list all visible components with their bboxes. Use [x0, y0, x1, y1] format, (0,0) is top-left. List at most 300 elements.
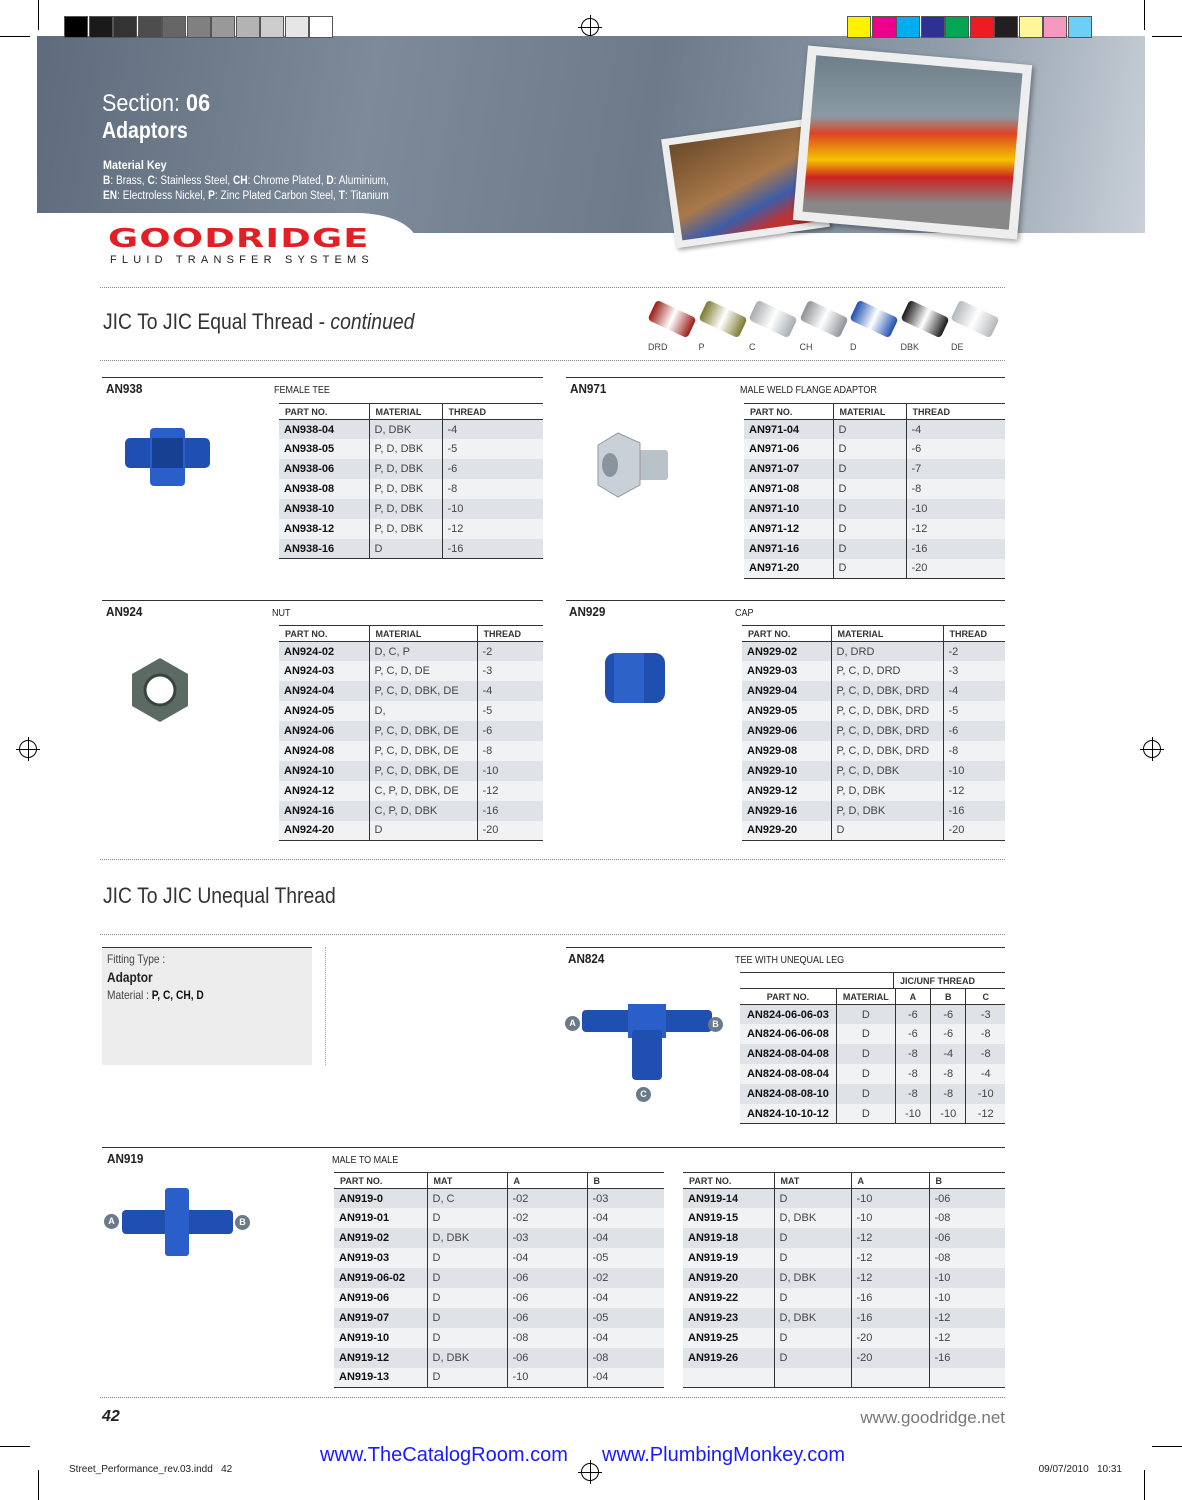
column-header: MAT: [427, 1173, 507, 1189]
part-description: MALE TO MALE: [332, 1155, 399, 1166]
cell: -16: [906, 539, 1005, 559]
cell: -04: [507, 1248, 587, 1268]
divider: [100, 287, 1005, 288]
table-row: [334, 1288, 664, 1308]
table-row: [744, 479, 1005, 499]
cell: -16: [442, 539, 543, 559]
cell: P, D, DBK: [369, 519, 442, 539]
cell: -03: [587, 1189, 664, 1209]
cell: D: [369, 539, 442, 559]
crop-mark: [1152, 1446, 1182, 1447]
column-header: C: [966, 989, 1005, 1005]
cell: [851, 1368, 929, 1388]
cell: D: [836, 1044, 895, 1064]
table-header-row: [683, 1173, 1005, 1189]
material-name: : Stainless Steel,: [154, 175, 233, 187]
cell: -06: [929, 1228, 1005, 1248]
cell: -08: [929, 1208, 1005, 1228]
material-name: : Chrome Plated,: [247, 175, 327, 187]
gray-swatch: [113, 16, 137, 38]
cell: -06: [507, 1348, 587, 1368]
cell: D: [836, 1104, 895, 1124]
an929-table: [742, 625, 1005, 841]
part-number: AN919-19: [683, 1248, 774, 1268]
column-header: A: [895, 989, 930, 1005]
gray-swatch: [89, 16, 113, 38]
color-swatch: [872, 16, 896, 38]
table-row: [683, 1348, 1005, 1368]
cell: P, C, D, DBK, DRD: [831, 741, 943, 761]
finish-label: DBK: [900, 342, 920, 352]
part-number: AN938-06: [279, 459, 369, 479]
table-row: [742, 741, 1005, 761]
table-row: [744, 519, 1005, 539]
cell: -10: [929, 1288, 1005, 1308]
cell: D, DBK: [369, 420, 442, 440]
part-number: AN919-13: [334, 1368, 427, 1388]
cell: -16: [943, 801, 1005, 821]
table-row: [683, 1288, 1005, 1308]
column-header: MATERIAL: [833, 404, 906, 420]
block-rule: [102, 1147, 1005, 1148]
block-rule: [102, 600, 543, 601]
cell: -08: [507, 1328, 587, 1348]
table-row: [334, 1208, 664, 1228]
cell: -6: [931, 1024, 966, 1044]
table-row: [683, 1248, 1005, 1268]
part-code: AN929: [569, 604, 606, 619]
cell: -8: [442, 479, 543, 499]
column-header: MATERIAL: [369, 404, 442, 420]
part-number: AN919-20: [683, 1268, 774, 1288]
block-rule: [566, 947, 1005, 948]
cell: D: [833, 479, 906, 499]
material-name: : Electroless Nickel,: [117, 190, 209, 202]
material-name: : Titanium: [344, 190, 389, 202]
column-header: THREAD: [442, 404, 543, 420]
cell: -4: [943, 681, 1005, 701]
cell: D: [831, 821, 943, 841]
column-header: THREAD: [477, 626, 543, 642]
part-number: AN971-12: [744, 519, 833, 539]
cell: P, C, D, DBK, DRD: [831, 721, 943, 741]
an919-table-left: [334, 1172, 664, 1388]
part-number: AN929-06: [742, 721, 831, 741]
cell: D, DBK: [774, 1208, 851, 1228]
part-code: AN924: [106, 604, 143, 619]
part-number: AN924-10: [279, 761, 369, 781]
registration-mark-icon: [581, 1463, 599, 1481]
cell: D, DBK: [427, 1348, 507, 1368]
table-row: [683, 1308, 1005, 1328]
table-header-row: [740, 989, 1005, 1005]
cell: -4: [966, 1064, 1005, 1084]
cell: -04: [587, 1288, 664, 1308]
part-number: AN919-07: [334, 1308, 427, 1328]
gray-swatch: [260, 16, 284, 38]
website-link[interactable]: www.goodridge.net: [860, 1408, 1005, 1427]
cell: -6: [477, 721, 543, 741]
part-number: AN971-20: [744, 559, 833, 579]
cell: -20: [851, 1348, 929, 1368]
material-code: C: [147, 175, 155, 187]
cell: P, C, D, DBK, DE: [369, 721, 477, 741]
material-name: : Aluminium,: [333, 175, 389, 187]
goodridge-logo: GOODRIDGE: [108, 222, 370, 254]
table-row: [279, 781, 543, 801]
table-row: [742, 801, 1005, 821]
part-number: AN824-08-08-10: [740, 1084, 836, 1104]
table-row: [279, 459, 543, 479]
cell: -02: [587, 1268, 664, 1288]
cell: -06: [507, 1288, 587, 1308]
cell: D: [836, 1024, 895, 1044]
part-number: AN924-03: [279, 661, 369, 681]
table-header-row: [279, 626, 543, 642]
material-code: CH: [232, 175, 248, 187]
crop-mark: [38, 1470, 39, 1500]
port-label-c: C: [636, 1087, 651, 1102]
table-row: [334, 1268, 664, 1288]
cell: D: [427, 1268, 507, 1288]
cell: -6: [895, 1005, 930, 1025]
part-number: AN919-14: [683, 1189, 774, 1209]
an919-table-right: [683, 1172, 1005, 1388]
cell: -5: [943, 701, 1005, 721]
finish-label: P: [698, 342, 705, 352]
cell: -08: [929, 1248, 1005, 1268]
cell: -6: [906, 439, 1005, 459]
an924-table: [279, 625, 543, 841]
part-number: AN929-03: [742, 661, 831, 681]
cell: -03: [507, 1228, 587, 1248]
part-number: AN938-10: [279, 499, 369, 519]
cell: -8: [895, 1064, 930, 1084]
cell: D: [836, 1084, 895, 1104]
material-name: : Zinc Plated Carbon Steel,: [214, 190, 339, 202]
cell: D: [427, 1288, 507, 1308]
cell: -5: [442, 439, 543, 459]
table-row: [744, 539, 1005, 559]
part-code: AN824: [568, 951, 605, 966]
part-number: AN971-04: [744, 420, 833, 440]
cell: D: [369, 821, 477, 841]
table-row: [279, 801, 543, 821]
cell: -3: [966, 1005, 1005, 1025]
timestamp: 09/07/2010 10:31: [1038, 1464, 1122, 1475]
part-description: MALE WELD FLANGE ADAPTOR: [740, 385, 877, 396]
column-header: A: [851, 1173, 929, 1189]
finish-label: D: [850, 342, 857, 352]
unequal-tee-image: [580, 1000, 715, 1085]
cell: -7: [906, 459, 1005, 479]
part-number: AN929-04: [742, 681, 831, 701]
divider: [100, 934, 1005, 935]
cell: D: [774, 1288, 851, 1308]
finish-label: DE: [951, 342, 964, 352]
cell: D: [774, 1328, 851, 1348]
table-row: [279, 539, 543, 559]
table-rule: [740, 972, 893, 973]
column-header: MAT: [774, 1173, 851, 1189]
cell: -8: [895, 1044, 930, 1064]
cell: -10: [906, 499, 1005, 519]
part-number: AN929-20: [742, 821, 831, 841]
catalog-room-link[interactable]: www.TheCatalogRoom.com: [320, 1444, 568, 1466]
part-code: AN919: [107, 1151, 144, 1166]
part-number: AN924-02: [279, 642, 369, 662]
cell: -12: [477, 781, 543, 801]
table-row: [744, 420, 1005, 440]
part-number: AN971-08: [744, 479, 833, 499]
cell: D: [833, 459, 906, 479]
color-swatch: [970, 16, 994, 38]
color-swatch: [1043, 16, 1067, 38]
cell: -12: [929, 1328, 1005, 1348]
cell: -5: [477, 701, 543, 721]
section-heading: [102, 90, 210, 118]
part-description: FEMALE TEE: [274, 385, 330, 396]
part-number: AN919-10: [334, 1328, 427, 1348]
cell: -16: [477, 801, 543, 821]
cell: -10: [929, 1268, 1005, 1288]
cell: D, DBK: [774, 1268, 851, 1288]
cell: [929, 1368, 1005, 1388]
table-row: [683, 1328, 1005, 1348]
cell: D,: [369, 701, 477, 721]
color-swatch: [1019, 16, 1043, 38]
cell: -8: [966, 1044, 1005, 1064]
cell: -05: [587, 1248, 664, 1268]
cell: P, C, D, DRD: [831, 661, 943, 681]
column-header: PART NO.: [334, 1173, 427, 1189]
cell: -4: [906, 420, 1005, 440]
crop-mark: [1144, 0, 1145, 30]
cell: -10: [895, 1104, 930, 1124]
column-header: MATERIAL: [836, 989, 895, 1005]
material-code: P: [208, 190, 215, 202]
plumbing-monkey-link[interactable]: www.PlumbingMonkey.com: [602, 1444, 846, 1466]
cell: -3: [477, 661, 543, 681]
part-number: AN919-15: [683, 1208, 774, 1228]
registration-mark-icon: [581, 18, 599, 36]
material-code: T: [338, 190, 345, 202]
part-number: AN824-10-10-12: [740, 1104, 836, 1124]
gray-swatch: [187, 16, 211, 38]
cell: -12: [966, 1104, 1005, 1124]
male-to-male-image: [120, 1185, 235, 1260]
table-row: [740, 1044, 1005, 1064]
cell: D: [427, 1368, 507, 1388]
cell: -10: [966, 1084, 1005, 1104]
table-row: [740, 1104, 1005, 1124]
cell: D: [774, 1248, 851, 1268]
table-row: [742, 721, 1005, 741]
table-row: [742, 701, 1005, 721]
fitting-type-value: Adaptor: [107, 969, 153, 985]
cell: -06: [507, 1308, 587, 1328]
fitting-type-box: [102, 947, 312, 1065]
cell: D, DBK: [774, 1308, 851, 1328]
part-number: AN824-06-06-08: [740, 1024, 836, 1044]
an824-table: [740, 988, 1005, 1124]
cell: -12: [442, 519, 543, 539]
cell: P, C, D, DBK, DRD: [831, 701, 943, 721]
table-row: [744, 499, 1005, 519]
table-row: [683, 1189, 1005, 1209]
material-code: B: [103, 175, 111, 187]
cell: -16: [929, 1348, 1005, 1368]
color-swatch: [945, 16, 969, 38]
column-header: PART NO.: [742, 626, 831, 642]
part-number: AN824-06-06-03: [740, 1005, 836, 1025]
crop-mark: [0, 1446, 30, 1447]
cell: -08: [587, 1348, 664, 1368]
cell: -20: [943, 821, 1005, 841]
port-label-a: A: [104, 1214, 119, 1229]
column-header: MATERIAL: [369, 626, 477, 642]
part-number: AN929-16: [742, 801, 831, 821]
table-row: [279, 479, 543, 499]
column-header: PART NO.: [744, 404, 833, 420]
cell: -10: [442, 499, 543, 519]
part-number: AN971-10: [744, 499, 833, 519]
cell: -8: [931, 1064, 966, 1084]
cell: -8: [943, 741, 1005, 761]
cell: P, D, DBK: [831, 781, 943, 801]
table-row: [279, 642, 543, 662]
cell: -02: [507, 1208, 587, 1228]
fitting-finish-p-image: [698, 300, 747, 339]
cell: D: [833, 519, 906, 539]
part-number: AN929-08: [742, 741, 831, 761]
table-row: [740, 1024, 1005, 1044]
table-row: [742, 661, 1005, 681]
column-header: THREAD: [943, 626, 1005, 642]
part-number: AN929-12: [742, 781, 831, 801]
weld-flange-adaptor-image: [588, 425, 678, 505]
part-number: AN919-02: [334, 1228, 427, 1248]
cell: -04: [587, 1208, 664, 1228]
column-header: PART NO.: [683, 1173, 774, 1189]
table-row: [279, 741, 543, 761]
material-code: EN: [103, 190, 118, 202]
cell: -04: [587, 1368, 664, 1388]
divider: [100, 360, 1005, 361]
cell: -12: [929, 1308, 1005, 1328]
cell: -10: [931, 1104, 966, 1124]
column-header: PART NO.: [740, 989, 836, 1005]
registration-mark-icon: [19, 740, 37, 758]
section-number: 06: [186, 90, 211, 117]
gray-swatch: [236, 16, 260, 38]
table-row: [279, 439, 543, 459]
cell: D: [833, 559, 906, 579]
table-row: [744, 459, 1005, 479]
material-key-line: [103, 190, 389, 202]
table-row: [279, 701, 543, 721]
cell: -8: [906, 479, 1005, 499]
gray-swatch: [309, 16, 333, 38]
part-number: AN919-23: [683, 1308, 774, 1328]
cell: -6: [442, 459, 543, 479]
table-row: [334, 1348, 664, 1368]
color-swatch: [994, 16, 1018, 38]
cell: -16: [851, 1288, 929, 1308]
table-row: [279, 499, 543, 519]
part-number: AN924-04: [279, 681, 369, 701]
table-row: [744, 559, 1005, 579]
cell: -12: [851, 1248, 929, 1268]
table-row: [742, 781, 1005, 801]
part-number: AN924-05: [279, 701, 369, 721]
crop-mark: [1144, 1470, 1145, 1500]
part-number: AN919-12: [334, 1348, 427, 1368]
cell: D: [427, 1248, 507, 1268]
section-heading-unequal-thread: JIC To JIC Unequal Thread: [103, 883, 336, 908]
port-label-b: B: [708, 1017, 723, 1032]
cell: D: [833, 439, 906, 459]
finish-label: DRD: [648, 342, 668, 352]
cell: D, DRD: [831, 642, 943, 662]
fitting-finish-d-image: [849, 300, 898, 339]
column-header: A: [507, 1173, 587, 1189]
part-number: AN929-05: [742, 701, 831, 721]
cell: D: [774, 1348, 851, 1368]
cell: D: [427, 1308, 507, 1328]
table-row: [279, 821, 543, 841]
fitting-type-label: Fitting Type :: [107, 952, 166, 966]
cell: -04: [587, 1328, 664, 1348]
cell: D: [833, 539, 906, 559]
cell: -4: [442, 420, 543, 440]
cell: P, D, DBK: [369, 479, 442, 499]
part-number: AN971-16: [744, 539, 833, 559]
table-row: [742, 681, 1005, 701]
table-row: [683, 1228, 1005, 1248]
table-header-row: [334, 1173, 664, 1189]
column-header: B: [587, 1173, 664, 1189]
jic-unf-thread-header: JIC/UNF THREAD: [893, 972, 1005, 988]
cell: -10: [477, 761, 543, 781]
cell: D: [774, 1189, 851, 1209]
table-row: [279, 661, 543, 681]
column-header: B: [931, 989, 966, 1005]
part-number: AN924-06: [279, 721, 369, 741]
cell: P, C, D, DBK, DRD: [831, 681, 943, 701]
part-number: AN919-25: [683, 1328, 774, 1348]
fitting-finish-de-image: [950, 300, 999, 339]
fitting-finish-c-image: [748, 300, 797, 339]
crop-mark: [38, 0, 39, 30]
fitting-finish-ch-image: [799, 300, 848, 339]
cell: -20: [477, 821, 543, 841]
cell: P, D, DBK: [831, 801, 943, 821]
section-title: Adaptors: [102, 117, 188, 143]
part-number: [683, 1368, 774, 1388]
finish-label: CH: [799, 342, 813, 352]
cell: -3: [943, 661, 1005, 681]
table-row: [334, 1228, 664, 1248]
part-number: AN938-08: [279, 479, 369, 499]
color-swatch: [1068, 16, 1092, 38]
cell: -6: [931, 1005, 966, 1025]
table-row: [683, 1208, 1005, 1228]
divider: [325, 947, 326, 1065]
color-swatch: [847, 16, 871, 38]
table-row: [334, 1189, 664, 1209]
part-number: AN938-04: [279, 420, 369, 440]
